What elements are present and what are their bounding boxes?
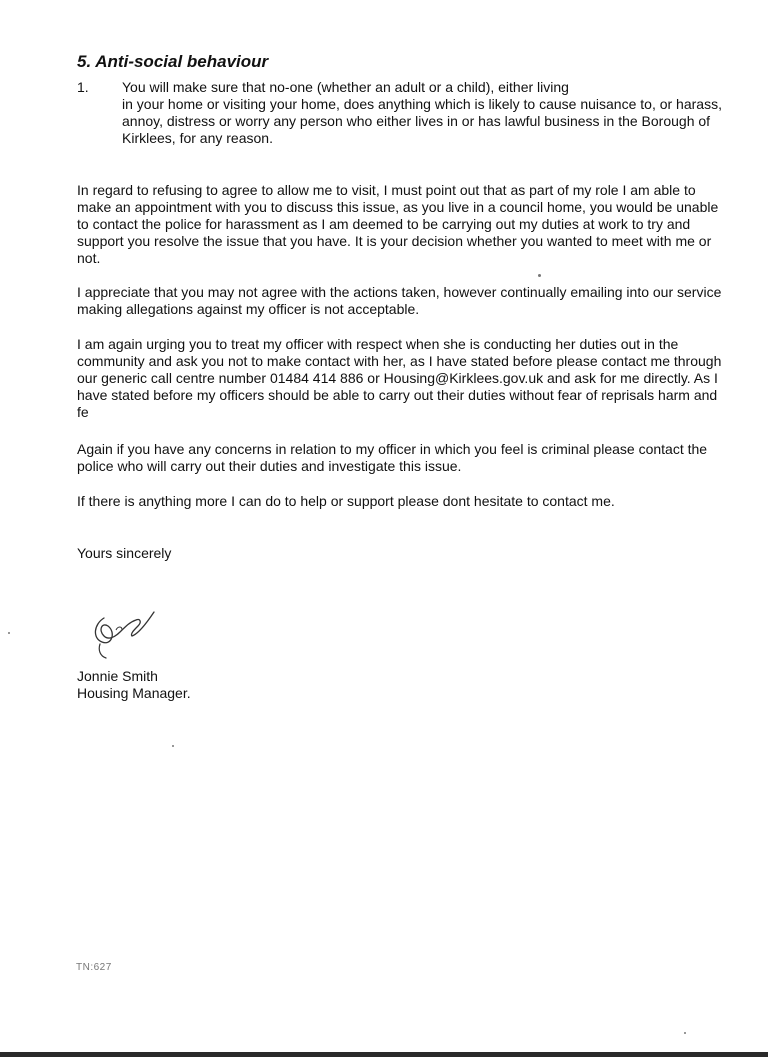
clause-first-line: You will make sure that no-one (whether an adult or a child), either living <box>122 79 569 95</box>
paragraph-visit: In regard to refusing to agree to allow me to visit, I must point out that as part of my role I am able to make an appointment with you to discuss this issue, as you live in a council home, you would be unable to contact the police for harassment as I am deemed to be carrying out my duties at work to try and support you resolve the issue that you have. It is your decision whether you wanted to meet with me or not. <box>77 182 719 266</box>
paragraph-respect: I am again urging you to treat my officer with respect when she is conducting her duties out in the community and ask you not to make contact with her, as I have stated before please contact me through our generic call centre number 01484 414 886 or Housing@Kirklees.gov.uk and ask for me directly. As I have stated before my officers should be able to carry out their duties without fear of reprisals harm and fe <box>77 336 722 420</box>
scan-speck <box>684 1032 686 1034</box>
closing-salutation: Yours sincerely <box>77 545 172 561</box>
scan-speck <box>172 745 174 747</box>
clause-number: 1. <box>77 79 89 95</box>
paragraph-concerns: Again if you have any concerns in relation to my officer in which you feel is criminal please contact the police who will carry out their duties and investigate this issue. <box>77 441 708 474</box>
signer-title: Housing Manager. <box>77 685 191 701</box>
signature-icon <box>86 608 158 664</box>
scan-edge <box>0 1052 768 1057</box>
signer-name: Jonnie Smith <box>77 668 158 684</box>
paragraph-help: If there is anything more I can do to help or support please dont hesitate to contact me. <box>77 493 615 509</box>
clause-text: in your home or visiting your home, does anything which is likely to cause nuisance to, or harass, annoy, distress or worry any person who either lives in or has lawful business in the Borough of Kirklees, for any reason. <box>122 96 722 146</box>
section-title: 5. Anti-social behaviour <box>77 52 269 71</box>
scan-speck <box>8 632 10 634</box>
scan-speck <box>538 274 541 277</box>
paragraph-emails: I appreciate that you may not agree with the actions taken, however continually emailing into our service making allegations against my officer is not acceptable. <box>77 284 722 317</box>
footer-reference: TN:627 <box>76 962 112 973</box>
